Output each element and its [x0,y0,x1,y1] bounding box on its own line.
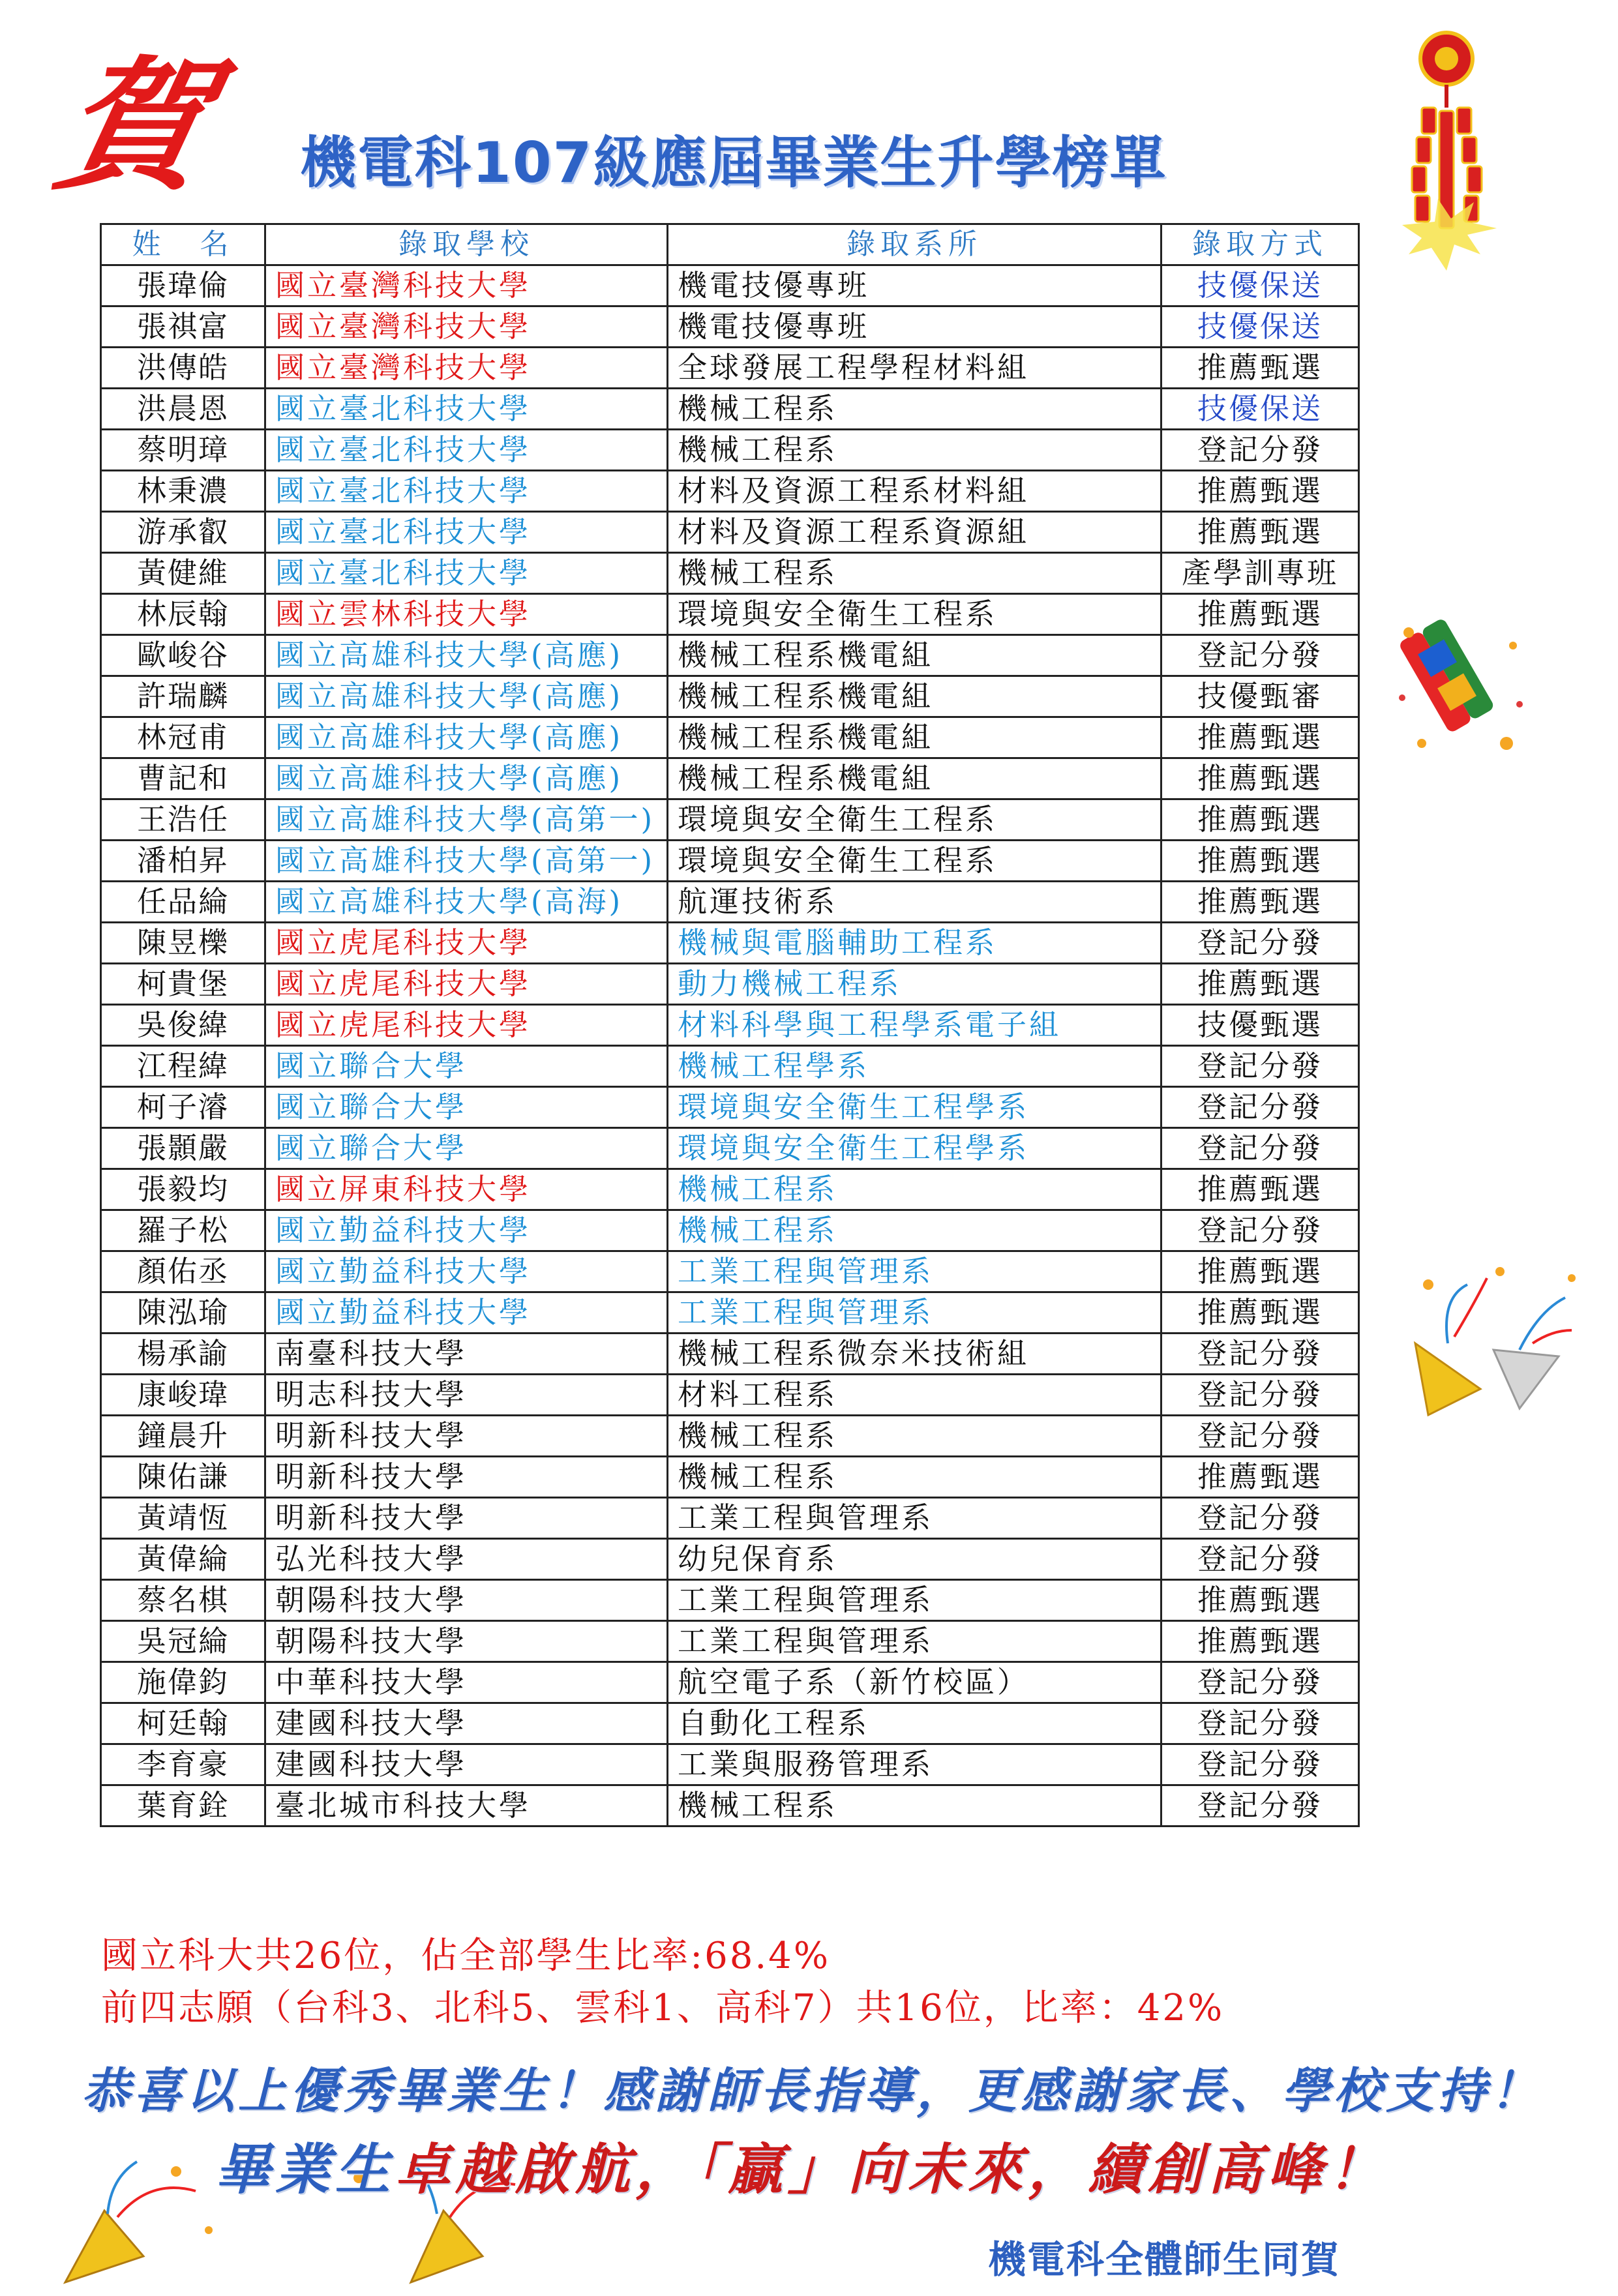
admission-method: 登記分發 [1161,1498,1359,1539]
school-name: 國立虎尾科技大學 [265,1005,668,1046]
department: 機械工程系 [668,430,1161,471]
table-row [101,1703,1359,1744]
school-name: 國立高雄科技大學(高第一) [265,799,668,841]
admission-method: 登記分發 [1161,1703,1359,1744]
school-name: 臺北城市科技大學 [265,1785,668,1826]
department: 機械工程系 [668,1785,1161,1826]
department: 機械工程系機電組 [668,717,1161,758]
department: 材料工程系 [668,1375,1161,1416]
admission-method: 技優甄審 [1161,676,1359,717]
admission-method: 登記分發 [1161,1416,1359,1457]
school-name: 國立臺北科技大學 [265,471,668,512]
table-row [101,1662,1359,1703]
department: 機械工程系 [668,553,1161,594]
table-row [101,841,1359,882]
table-row [101,1128,1359,1169]
student-name: 洪晨恩 [101,389,265,430]
admission-method: 推薦甄選 [1161,348,1359,389]
school-name: 明新科技大學 [265,1498,668,1539]
student-name: 蔡名棋 [101,1580,265,1621]
admission-method: 推薦甄選 [1161,841,1359,882]
school-name: 國立高雄科技大學(高第一) [265,841,668,882]
school-name: 國立屏東科技大學 [265,1169,668,1210]
student-name: 潘柏昇 [101,841,265,882]
admission-method: 推薦甄選 [1161,1580,1359,1621]
table-row [101,1005,1359,1046]
department: 環境與安全衛生工程學系 [668,1128,1161,1169]
department: 機械工程系微奈米技術組 [668,1334,1161,1375]
department: 機械與電腦輔助工程系 [668,923,1161,964]
student-name: 施偉鈞 [101,1662,265,1703]
admission-method: 登記分發 [1161,430,1359,471]
department: 機械工程系 [668,1416,1161,1457]
admission-method: 推薦甄選 [1161,1457,1359,1498]
school-name: 南臺科技大學 [265,1334,668,1375]
admission-method: 登記分發 [1161,923,1359,964]
admission-method: 登記分發 [1161,1210,1359,1251]
school-name: 國立虎尾科技大學 [265,923,668,964]
admission-method: 推薦甄選 [1161,471,1359,512]
table-row [101,964,1359,1005]
table-row [101,1621,1359,1662]
admission-method: 推薦甄選 [1161,1251,1359,1292]
admission-method: 登記分發 [1161,635,1359,676]
student-name: 游承叡 [101,512,265,553]
table-row [101,389,1359,430]
department: 材料及資源工程系材料組 [668,471,1161,512]
table-row [101,1498,1359,1539]
school-name: 國立勤益科技大學 [265,1210,668,1251]
page-title: 機電科107級應屆畢業生升學榜單 [300,130,1167,196]
table-row [101,594,1359,635]
department: 機械工程系機電組 [668,676,1161,717]
student-name: 曹記和 [101,758,265,799]
congratulation-character: 賀 [44,41,224,210]
congrats-line-2-highlight: 卓越啟航，「贏」向未來，續創高峰！ [395,2137,1388,2201]
student-name: 柯廷翰 [101,1703,265,1744]
admission-method: 技優保送 [1161,389,1359,430]
col-header-name: 姓 名 [101,224,265,265]
student-name: 陳泓瑜 [101,1292,265,1334]
school-name: 國立臺北科技大學 [265,512,668,553]
student-name: 林辰翰 [101,594,265,635]
table-row [101,635,1359,676]
student-name: 柯貴堡 [101,964,265,1005]
department: 環境與安全衛生工程系 [668,841,1161,882]
school-name: 朝陽科技大學 [265,1621,668,1662]
department: 材料及資源工程系資源組 [668,512,1161,553]
student-name: 張顥嚴 [101,1128,265,1169]
school-name: 國立臺北科技大學 [265,389,668,430]
student-name: 羅子松 [101,1210,265,1251]
admission-method: 推薦甄選 [1161,1621,1359,1662]
student-name: 歐峻谷 [101,635,265,676]
table-row [101,717,1359,758]
table-row [101,1416,1359,1457]
summary-line-2: 前四志願（台科3、北科5、雲科1、高科7）共16位，比率：42% [101,1987,1225,2029]
admission-method: 推薦甄選 [1161,594,1359,635]
student-name: 康峻瑋 [101,1375,265,1416]
student-name: 許瑞麟 [101,676,265,717]
table-row [101,265,1359,306]
department: 工業與服務管理系 [668,1744,1161,1785]
student-name: 鐘晨升 [101,1416,265,1457]
department: 機械工程系 [668,389,1161,430]
school-name: 國立勤益科技大學 [265,1292,668,1334]
department: 全球發展工程學程材料組 [668,348,1161,389]
student-name: 洪傳皓 [101,348,265,389]
table-row [101,1375,1359,1416]
school-name: 國立高雄科技大學(高應) [265,758,668,799]
student-name: 江程緯 [101,1046,265,1087]
student-name: 黃靖恆 [101,1498,265,1539]
department: 機電技優專班 [668,265,1161,306]
school-name: 國立高雄科技大學(高應) [265,717,668,758]
student-name: 蔡明璋 [101,430,265,471]
table-row [101,348,1359,389]
department: 工業工程與管理系 [668,1251,1161,1292]
admission-method: 推薦甄選 [1161,512,1359,553]
school-name: 國立聯合大學 [265,1087,668,1128]
school-name: 國立臺灣科技大學 [265,306,668,348]
student-name: 林冠甫 [101,717,265,758]
table-row [101,553,1359,594]
table-row [101,1785,1359,1826]
table-row [101,758,1359,799]
table-row [101,1210,1359,1251]
student-name: 陳佑謙 [101,1457,265,1498]
admission-method: 技優保送 [1161,306,1359,348]
department: 工業工程與管理系 [668,1580,1161,1621]
admission-method: 登記分發 [1161,1087,1359,1128]
department: 航運技術系 [668,882,1161,923]
department: 機械工程系 [668,1457,1161,1498]
school-name: 明新科技大學 [265,1457,668,1498]
table-row [101,1046,1359,1087]
admission-method: 推薦甄選 [1161,964,1359,1005]
department: 幼兒保育系 [668,1539,1161,1580]
admission-table [100,223,1360,1827]
table-row [101,1087,1359,1128]
admission-method: 登記分發 [1161,1046,1359,1087]
table-row [101,306,1359,348]
student-name: 吳冠綸 [101,1621,265,1662]
department: 機械工程系 [668,1169,1161,1210]
school-name: 國立高雄科技大學(高海) [265,882,668,923]
department: 環境與安全衛生工程系 [668,594,1161,635]
student-name: 葉育銓 [101,1785,265,1826]
school-name: 國立聯合大學 [265,1128,668,1169]
admission-method: 產學訓專班 [1161,553,1359,594]
department: 航空電子系（新竹校區） [668,1662,1161,1703]
school-name: 弘光科技大學 [265,1539,668,1580]
department: 機械工程系機電組 [668,635,1161,676]
summary-line-1: 國立科大共26位，佔全部學生比率:68.4% [101,1935,831,1977]
table-row [101,1457,1359,1498]
student-name: 黃偉綸 [101,1539,265,1580]
department: 工業工程與管理系 [668,1292,1161,1334]
table-row [101,882,1359,923]
signature: 機電科全體師生同賀 [988,2237,1341,2282]
school-name: 建國科技大學 [265,1744,668,1785]
student-name: 顏佑丞 [101,1251,265,1292]
admission-method: 登記分發 [1161,1744,1359,1785]
admission-method: 登記分發 [1161,1334,1359,1375]
student-name: 張毅均 [101,1169,265,1210]
department: 自動化工程系 [668,1703,1161,1744]
school-name: 建國科技大學 [265,1703,668,1744]
student-name: 楊承諭 [101,1334,265,1375]
school-name: 國立聯合大學 [265,1046,668,1087]
admission-method: 推薦甄選 [1161,799,1359,841]
school-name: 國立虎尾科技大學 [265,964,668,1005]
admission-method: 推薦甄選 [1161,1169,1359,1210]
congrats-line-2 [215,2126,1388,2205]
school-name: 國立臺北科技大學 [265,553,668,594]
student-name: 柯子濬 [101,1087,265,1128]
table-row [101,799,1359,841]
student-name: 陳昱櫟 [101,923,265,964]
department: 環境與安全衛生工程學系 [668,1087,1161,1128]
table-row [101,1169,1359,1210]
department: 材料科學與工程學系電子組 [668,1005,1161,1046]
student-name: 李育豪 [101,1744,265,1785]
student-name: 林秉濃 [101,471,265,512]
school-name: 國立雲林科技大學 [265,594,668,635]
admission-method: 技優保送 [1161,265,1359,306]
admission-method: 推薦甄選 [1161,758,1359,799]
table-row [101,923,1359,964]
department: 機電技優專班 [668,306,1161,348]
school-name: 國立高雄科技大學(高應) [265,676,668,717]
congrats-line-2-prefix: 畢業生 [215,2137,396,2201]
admission-method: 登記分發 [1161,1539,1359,1580]
department: 工業工程與管理系 [668,1498,1161,1539]
col-header-school: 錄取學校 [265,224,668,265]
school-name: 明新科技大學 [265,1416,668,1457]
department: 機械工程學系 [668,1046,1161,1087]
student-name: 張瑋倫 [101,265,265,306]
school-name: 中華科技大學 [265,1662,668,1703]
table-row [101,1539,1359,1580]
student-name: 任品綸 [101,882,265,923]
admission-method: 推薦甄選 [1161,1292,1359,1334]
table-row [101,512,1359,553]
party-popper-icon [1389,1259,1585,1435]
department: 動力機械工程系 [668,964,1161,1005]
school-name: 國立臺灣科技大學 [265,265,668,306]
col-header-dept: 錄取系所 [668,224,1161,265]
firecracker-bundle-icon [1383,593,1533,783]
admission-method: 登記分發 [1161,1375,1359,1416]
firecracker-icon [1376,29,1520,277]
admission-method: 推薦甄選 [1161,882,1359,923]
admission-method: 登記分發 [1161,1785,1359,1826]
table-row [101,1744,1359,1785]
school-name: 國立高雄科技大學(高應) [265,635,668,676]
admission-method: 技優甄選 [1161,1005,1359,1046]
student-name: 王浩任 [101,799,265,841]
student-name: 張祺富 [101,306,265,348]
table-row [101,1251,1359,1292]
table-row [101,676,1359,717]
student-name: 吳俊緯 [101,1005,265,1046]
col-header-method: 錄取方式 [1161,224,1359,265]
table-header-row [101,224,1359,265]
school-name: 明志科技大學 [265,1375,668,1416]
congrats-line-1: 恭喜以上優秀畢業生！感謝師長指導，更感謝家長、學校支持！ [82,2063,1542,2119]
table-row [101,471,1359,512]
department: 環境與安全衛生工程系 [668,799,1161,841]
department: 工業工程與管理系 [668,1621,1161,1662]
student-name: 黃健維 [101,553,265,594]
department: 機械工程系 [668,1210,1161,1251]
school-name: 國立勤益科技大學 [265,1251,668,1292]
school-name: 朝陽科技大學 [265,1580,668,1621]
table-row [101,1580,1359,1621]
table-row [101,1334,1359,1375]
department: 機械工程系機電組 [668,758,1161,799]
table-row [101,1292,1359,1334]
admission-method: 登記分發 [1161,1662,1359,1703]
school-name: 國立臺北科技大學 [265,430,668,471]
table-row [101,430,1359,471]
school-name: 國立臺灣科技大學 [265,348,668,389]
admission-method: 推薦甄選 [1161,717,1359,758]
admission-method: 登記分發 [1161,1128,1359,1169]
